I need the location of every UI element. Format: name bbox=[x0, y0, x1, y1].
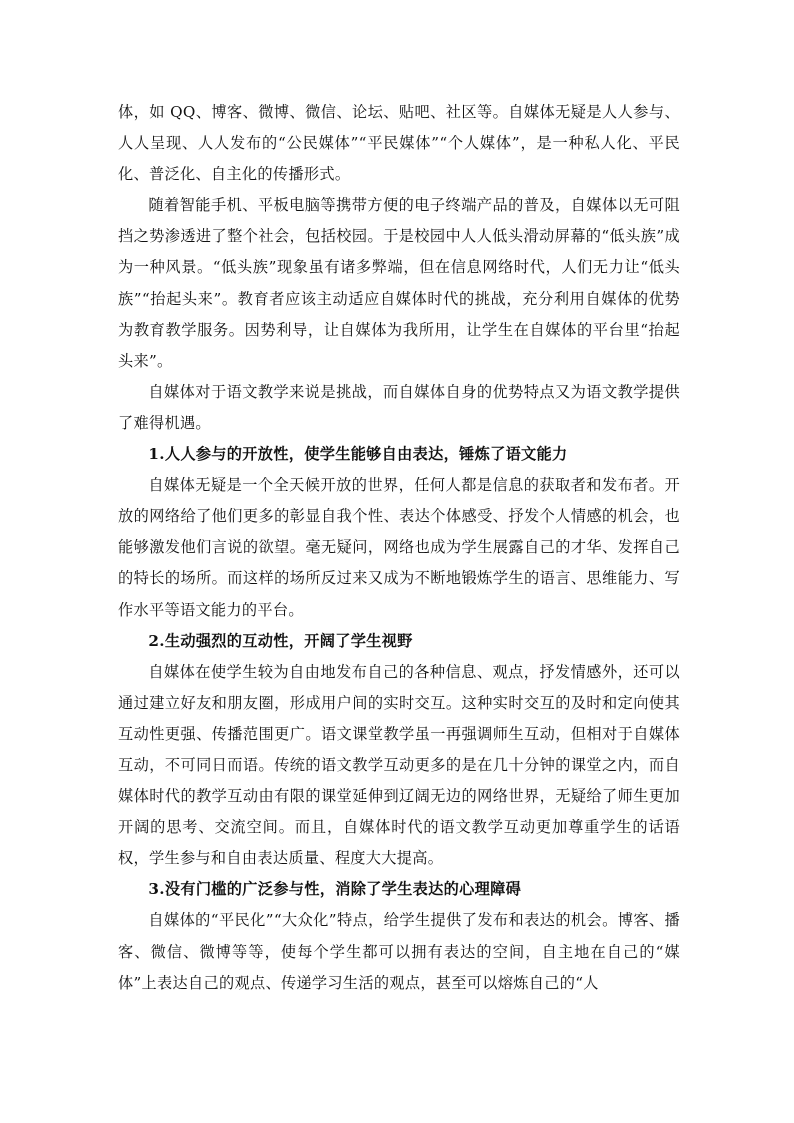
paragraph-challenge-opportunity: 自媒体对于语文教学来说是挑战，而自媒体自身的优势特点又为语文教学提供了难得机遇。 bbox=[118, 382, 680, 432]
paragraph-low-head-tribe: 随着智能手机、平板电脑等携带方便的电子终端产品的普及，自媒体以无可阻挡之势渗透进了整个社会，包括校园。于是校园中人人低头滑动屏幕的“低头族”成为一种风景。“低头族”现象虽有诸多弊端，但在信息网络时代，人们无力让“低头族”“抬起头来”。教育者应该主动适应自媒体时代的挑战，充分利用自媒体的优势为教育教学服务。因势利导，让自媒体为我所用，让学生在自媒体的平台里“抬起头来”。 bbox=[118, 196, 680, 370]
paragraph-continuation: 体，如 QQ、博客、微博、微信、论坛、贴吧、社区等。自媒体无疑是人人参与、人人呈现、人人发布的“公民媒体”“平民媒体”“个人媒体”，是一种私人化、平民化、普泛化、自主化的传播形式。 bbox=[118, 103, 680, 184]
paragraph-participation: 自媒体的“平民化”“大众化”特点，给学生提供了发布和表达的机会。博客、播客、微信、微博等等，使每个学生都可以拥有表达的空间，自主地在自己的“媒体”上表达自己的观点、传递学习生活的观点，甚至可以熔炼自己的“人 bbox=[118, 911, 680, 992]
paragraph-openness: 自媒体无疑是一个全天候开放的世界，任何人都是信息的获取者和发布者。开放的网络给了他们更多的彰显自我个性、表达个体感受、抒发个人情感的机会，也能够激发他们言说的欲望。毫无疑问，网络也成为学生展露自己的才华、发挥自己的特长的场所。而这样的场所反过来又成为不断地锻炼学生的语言、思维能力、写作水平等语文能力的平台。 bbox=[118, 476, 680, 619]
section-heading-2: 2.生动强烈的互动性，开阔了学生视野 bbox=[148, 631, 413, 650]
document-body bbox=[118, 97, 680, 999]
section-heading-3: 3.没有门槛的广泛参与性，消除了学生表达的心理障碍 bbox=[148, 880, 522, 899]
paragraph-interactivity: 自媒体在使学生较为自由地发布自己的各种信息、观点，抒发情感外，还可以通过建立好友和朋友圈，形成用户间的实时交互。这种实时交互的及时和定向使其互动性更强、传播范围更广。语文课堂教学虽一再强调师生互动，但相对于自媒体互动，不可同日而语。传统的语文教学互动更多的是在几十分钟的课堂之内，而自媒体时代的教学互动由有限的课堂延伸到辽阔无边的网络世界，无疑给了师生更加开阔的思考、交流空间。而且，自媒体时代的语文教学互动更加尊重学生的话语权，学生参与和自由表达质量、程度大大提高。 bbox=[118, 662, 680, 868]
section-heading-1: 1.人人参与的开放性，使学生能够自由表达，锤炼了语文能力 bbox=[148, 445, 568, 464]
